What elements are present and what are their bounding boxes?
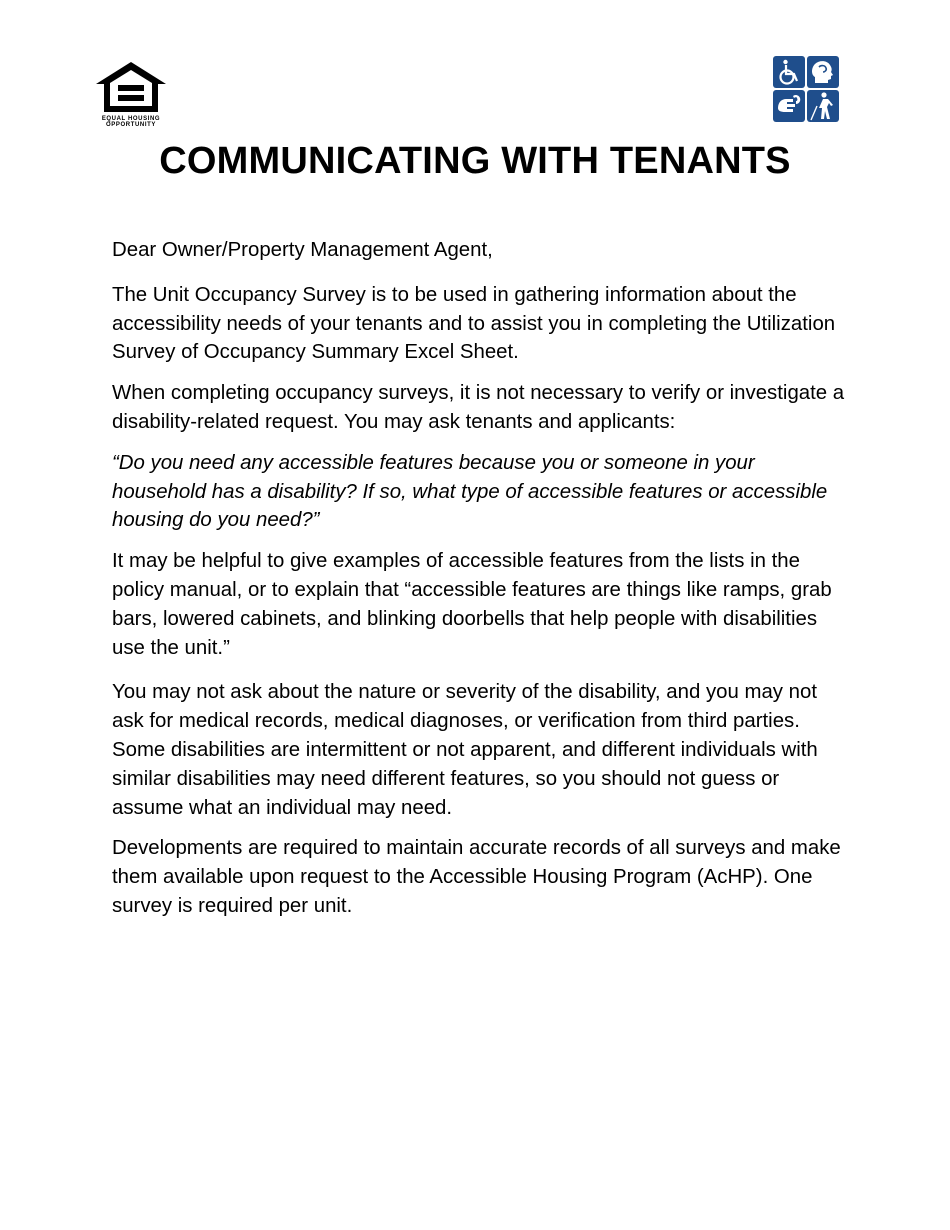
paragraph-restrictions: You may not ask about the nature or severity of the disability, and you may not ask for medical records, medical diagnoses, or verification from third parties. Some disabilities are intermittent or not apparent, and different individuals with similar disabilities may need different features, so you should not guess or assume what an individual may need. — [112, 681, 818, 819]
equal-housing-opportunity-icon — [94, 60, 168, 116]
paragraph-sample-question: “Do you need any accessible features because you or someone in your household has a disability? If so, what type of accessible features or accessible housing do you need?” — [112, 451, 828, 532]
paragraph-survey-purpose: The Unit Occupancy Survey is to be used in gathering information about the accessibility needs of your tenants and to assist you in completing the Utilization Survey of Occupancy Summary Excel Sheet. — [112, 283, 836, 364]
accessibility-symbols-icon — [773, 56, 839, 122]
paragraph-no-verification: When completing occupancy surveys, it is not necessary to verify or investigate a disability-related request. You may ask tenants and applicants: — [112, 382, 845, 433]
letter-body — [112, 236, 852, 921]
equal-housing-opportunity-logo — [94, 60, 168, 130]
paragraph-examples: It may be helpful to give examples of accessible features from the lists in the policy manual, or to explain that “accessible features are things like ramps, grab bars, lowered cabinets, and blinking doorbells that help people with disabilities use the unit.” — [112, 550, 832, 659]
equal-housing-caption — [94, 116, 168, 129]
caption-line-2: OPPORTUNITY — [106, 122, 156, 129]
paragraph-records: Developments are required to maintain accurate records of all surveys and make them available upon request to the Accessible Housing Program (AcHP). One survey is required per unit. — [112, 837, 841, 917]
greeting: Dear Owner/Property Management Agent, — [112, 239, 493, 261]
accessibility-logo — [773, 56, 839, 122]
caption-line-1: EQUAL HOUSING — [101, 116, 161, 122]
page-title: COMMUNICATING WITH TENANTS — [159, 140, 791, 182]
